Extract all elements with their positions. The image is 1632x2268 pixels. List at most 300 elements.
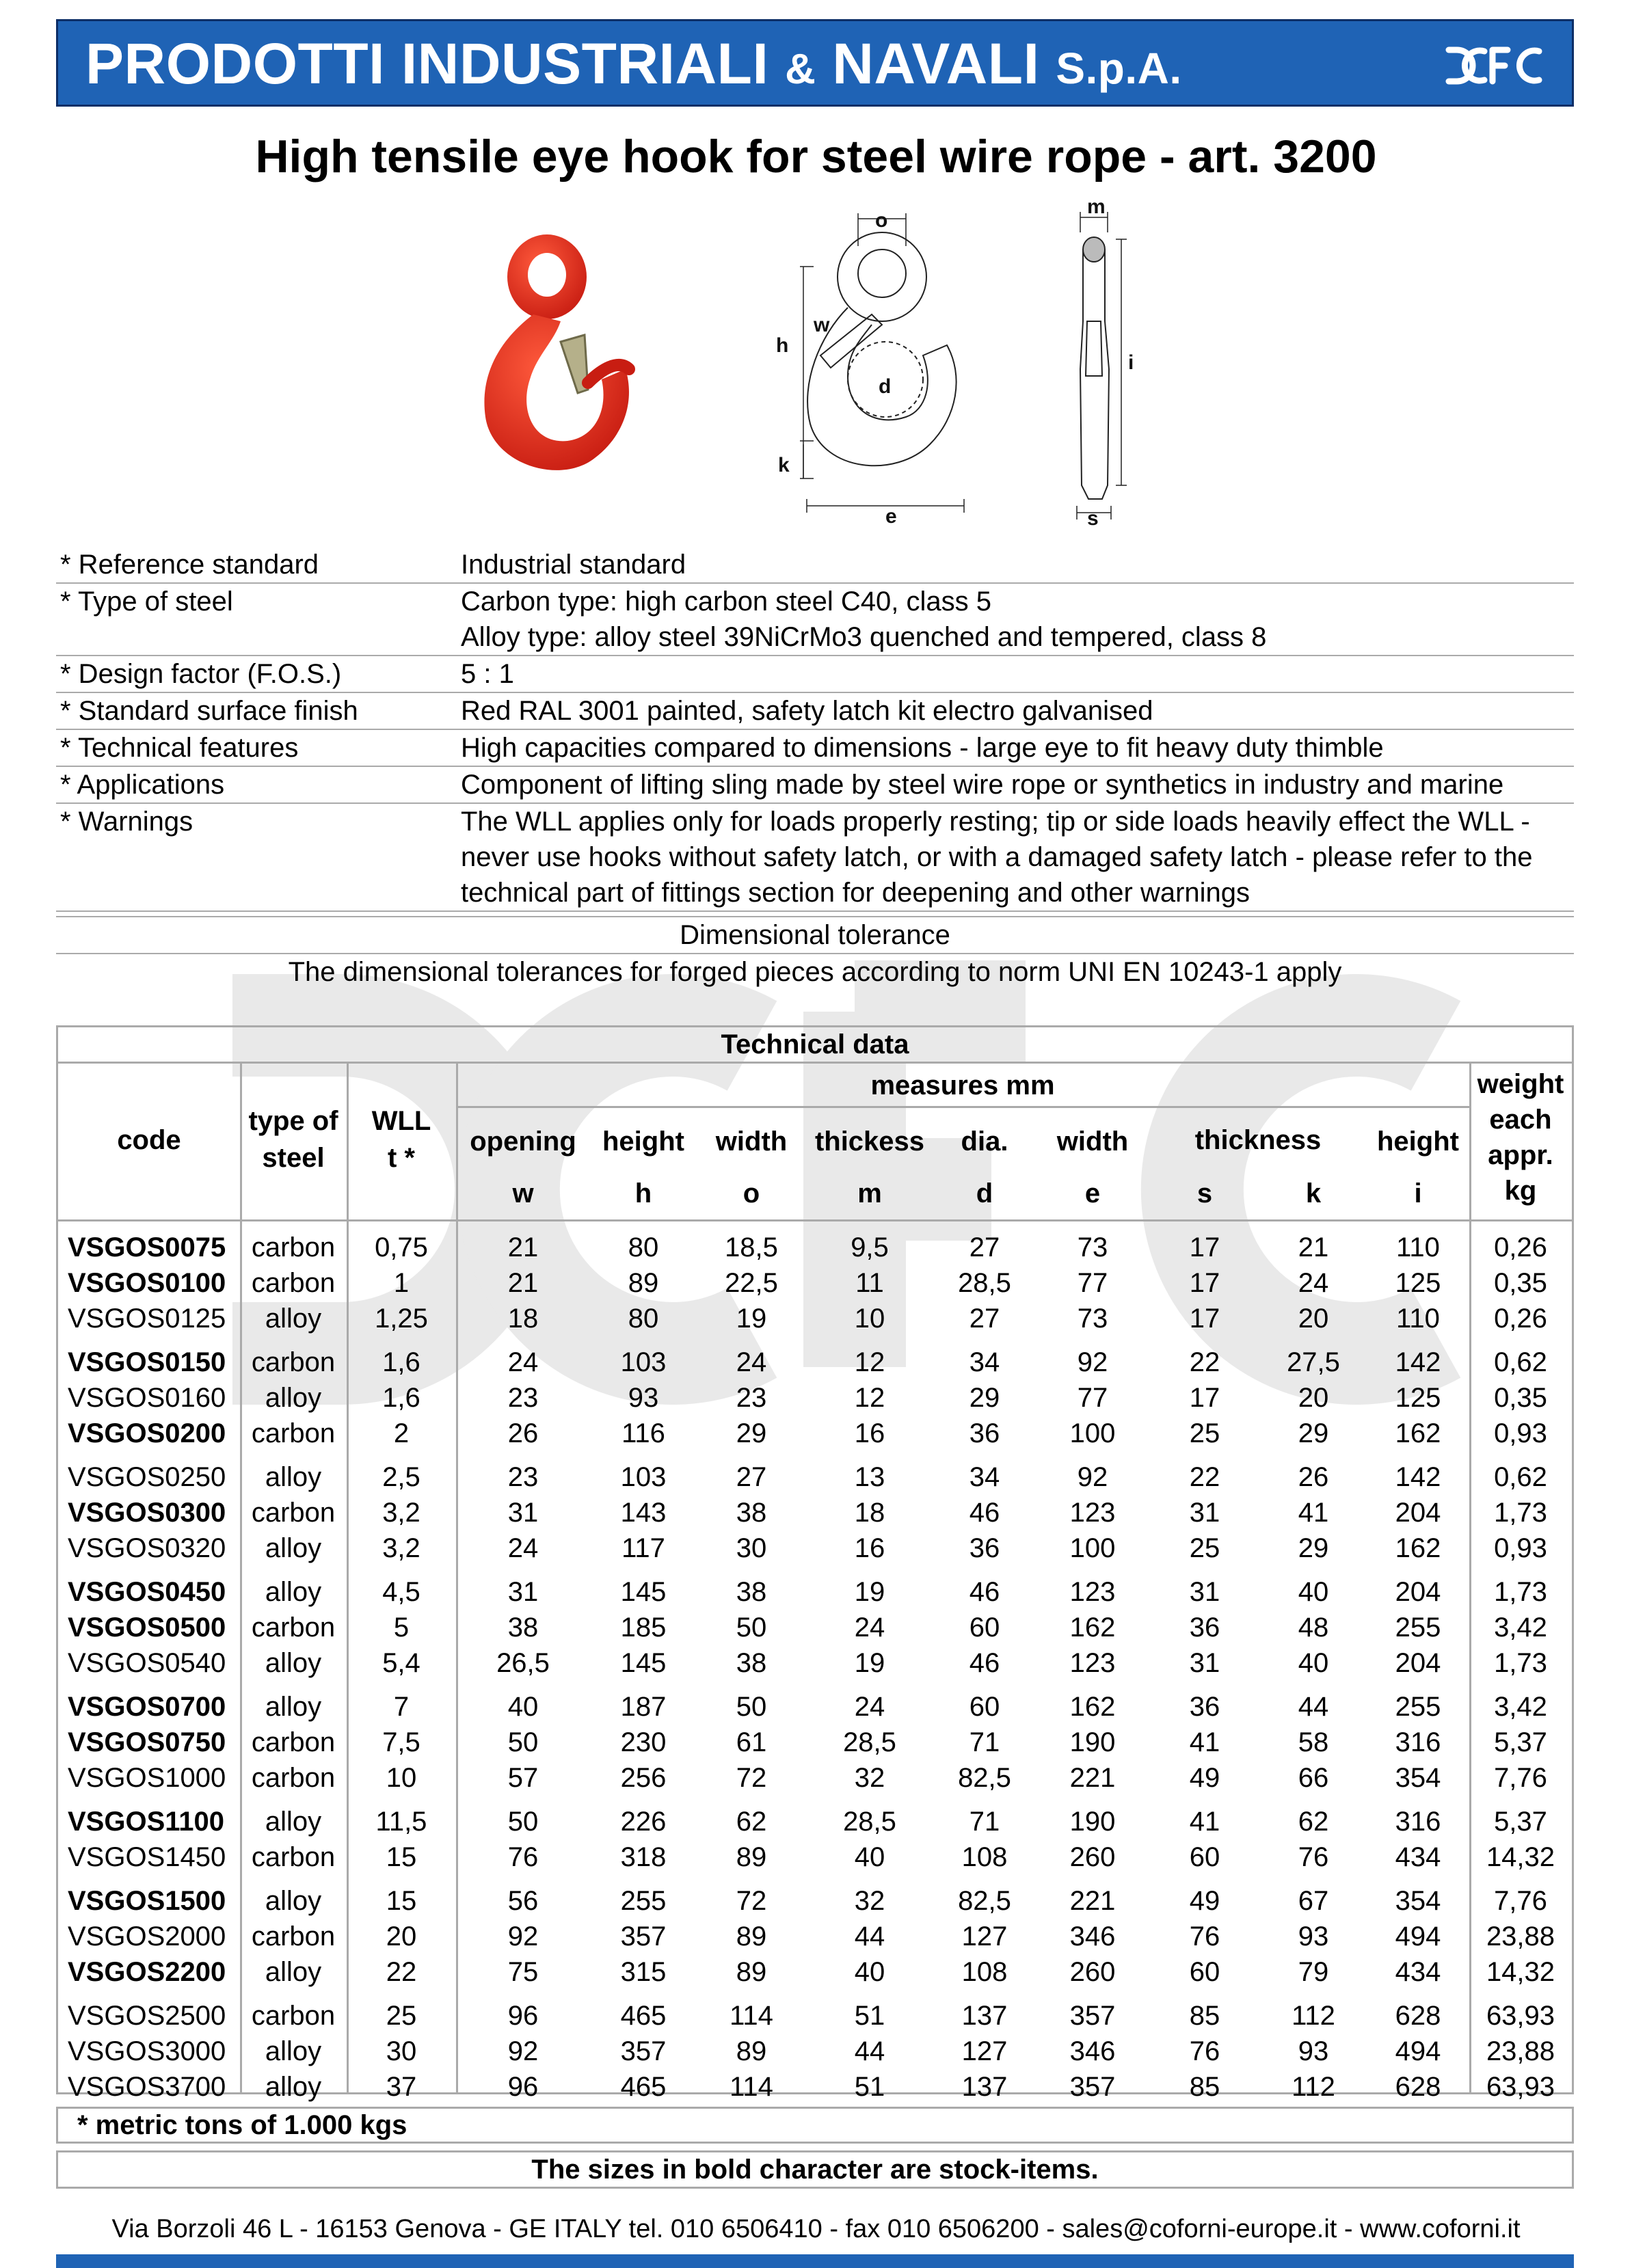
cell-kg: 1,73 — [1494, 1577, 1547, 1607]
cell-s: 85 — [1189, 2001, 1220, 2031]
cell-o: 38 — [736, 1648, 767, 1678]
cell-type: alloy — [265, 1304, 322, 1334]
cell-w: 40 — [507, 1692, 539, 1722]
cell-code: VSGOS3000 — [68, 2036, 226, 2066]
cell-i: 125 — [1395, 1268, 1441, 1298]
cell-m: 51 — [854, 2072, 885, 2102]
cell-wll: 25 — [386, 2001, 417, 2031]
cell-o: 30 — [736, 1533, 767, 1563]
header-height2: height — [1377, 1126, 1459, 1157]
cell-s: 22 — [1189, 1462, 1220, 1492]
table-row — [58, 1495, 1572, 1530]
cell-d: 137 — [961, 2072, 1008, 2102]
spec-row — [56, 767, 1574, 804]
cell-w: 57 — [507, 1763, 539, 1793]
cell-e: 123 — [1069, 1498, 1116, 1528]
cell-type: alloy — [265, 1807, 322, 1837]
cell-i: 162 — [1395, 1418, 1441, 1448]
cell-code: VSGOS2000 — [68, 1921, 226, 1952]
cell-w: 24 — [507, 1347, 539, 1377]
cell-k: 62 — [1298, 1807, 1329, 1837]
cell-i: 255 — [1395, 1612, 1441, 1643]
cell-d: 34 — [969, 1347, 1000, 1377]
cell-kg: 14,32 — [1486, 1842, 1555, 1872]
cell-o: 72 — [736, 1886, 767, 1916]
cell-i: 494 — [1395, 2036, 1441, 2066]
cell-kg: 0,62 — [1494, 1462, 1547, 1492]
cell-wll: 2 — [393, 1418, 410, 1448]
label-h: h — [776, 334, 789, 357]
cell-m: 16 — [854, 1533, 885, 1563]
table-row — [58, 1416, 1572, 1451]
cell-s: 49 — [1189, 1886, 1220, 1916]
table-body — [58, 1221, 1572, 2102]
cell-o: 72 — [736, 1763, 767, 1793]
header-thickess-sym: m — [857, 1178, 882, 1209]
cell-k: 29 — [1298, 1418, 1329, 1448]
cell-i: 316 — [1395, 1727, 1441, 1757]
cell-k: 26 — [1298, 1462, 1329, 1492]
spec-value: Component of lifting sling made by steel wire rope or synthetics in industry and marine — [461, 770, 1504, 800]
company-name — [85, 31, 1182, 97]
cell-type: alloy — [265, 1533, 322, 1563]
header-wll-2: t * — [388, 1143, 415, 1173]
header-weight-3: appr. — [1488, 1140, 1553, 1170]
cell-d: 127 — [961, 2036, 1008, 2066]
cell-s: 60 — [1189, 1842, 1220, 1872]
cell-k: 29 — [1298, 1533, 1329, 1563]
cell-k: 58 — [1298, 1727, 1329, 1757]
cell-m: 40 — [854, 1957, 885, 1987]
label-s: s — [1087, 507, 1099, 526]
cell-i: 162 — [1395, 1533, 1441, 1563]
hook-front-drawing — [738, 205, 998, 526]
cell-wll: 5 — [393, 1612, 410, 1643]
cell-wll: 37 — [386, 2072, 417, 2102]
table-row — [58, 1345, 1572, 1380]
spec-label: * Design factor (F.O.S.) — [60, 659, 342, 689]
cell-m: 44 — [854, 1921, 885, 1952]
spec-label: * Applications — [60, 770, 225, 800]
cell-code: VSGOS0100 — [68, 1268, 226, 1298]
cell-m: 19 — [854, 1577, 885, 1607]
cell-type: alloy — [265, 1462, 322, 1492]
cell-type: carbon — [251, 1727, 336, 1757]
cell-wll: 20 — [386, 1921, 417, 1952]
label-w: w — [814, 314, 830, 336]
cell-wll: 1 — [393, 1268, 410, 1298]
cell-code: VSGOS0450 — [68, 1577, 226, 1607]
cell-type: alloy — [265, 1383, 322, 1413]
footnote-stock: The sizes in bold character are stock-items. — [56, 2150, 1574, 2189]
cell-d: 71 — [969, 1727, 1000, 1757]
cell-i: 434 — [1395, 1842, 1441, 1872]
cell-h: 226 — [620, 1807, 667, 1837]
cell-w: 18 — [507, 1304, 539, 1334]
cell-k: 66 — [1298, 1763, 1329, 1793]
cell-e: 100 — [1069, 1533, 1116, 1563]
cell-m: 13 — [854, 1462, 885, 1492]
cell-code: VSGOS2200 — [68, 1957, 226, 1987]
cell-i: 204 — [1395, 1648, 1441, 1678]
cell-d: 34 — [969, 1462, 1000, 1492]
table-row — [58, 1265, 1572, 1301]
cell-h: 255 — [620, 1886, 667, 1916]
table-header — [58, 1064, 1572, 1221]
cell-d: 46 — [969, 1648, 1000, 1678]
cell-i: 204 — [1395, 1577, 1441, 1607]
cell-m: 12 — [854, 1347, 885, 1377]
cell-wll: 3,2 — [382, 1498, 420, 1528]
spec-value: Industrial standard — [461, 550, 686, 580]
cell-o: 62 — [736, 1807, 767, 1837]
cell-m: 28,5 — [843, 1807, 896, 1837]
spec-label: * Reference standard — [60, 550, 319, 580]
table-row — [58, 1301, 1572, 1336]
cell-d: 60 — [969, 1692, 1000, 1722]
cell-type: carbon — [251, 1842, 336, 1872]
table-row — [58, 1883, 1572, 1919]
cell-h: 187 — [620, 1692, 667, 1722]
spec-label: * Type of steel — [60, 586, 233, 617]
label-k: k — [778, 454, 790, 476]
cell-e: 92 — [1077, 1462, 1108, 1492]
cell-o: 38 — [736, 1577, 767, 1607]
header-weight-1: weight — [1477, 1069, 1564, 1099]
hook-side-drawing — [1053, 198, 1176, 526]
spec-row — [56, 875, 1574, 912]
cell-kg: 0,35 — [1494, 1383, 1547, 1413]
cell-s: 41 — [1189, 1807, 1220, 1837]
cell-i: 125 — [1395, 1383, 1441, 1413]
coforni-logo-icon — [1443, 42, 1546, 90]
cell-wll: 15 — [386, 1886, 417, 1916]
cell-d: 36 — [969, 1533, 1000, 1563]
header-width2-sym: e — [1084, 1178, 1101, 1209]
cell-i: 494 — [1395, 1921, 1441, 1952]
cell-m: 10 — [854, 1304, 885, 1334]
cell-kg: 23,88 — [1486, 1921, 1555, 1952]
header-type-2: steel — [262, 1143, 325, 1173]
cell-d: 60 — [969, 1612, 1000, 1643]
spec-row — [56, 839, 1574, 875]
cell-e: 73 — [1077, 1232, 1108, 1263]
cell-code: VSGOS3700 — [68, 2072, 226, 2102]
cell-o: 38 — [736, 1498, 767, 1528]
cell-type: alloy — [265, 1692, 322, 1722]
cell-code: VSGOS1450 — [68, 1842, 226, 1872]
cell-w: 96 — [507, 2072, 539, 2102]
cell-s: 41 — [1189, 1727, 1220, 1757]
spec-value: The WLL applies only for loads properly resting; tip or side loads heavily effect the WLL - — [461, 807, 1530, 837]
cell-w: 26 — [507, 1418, 539, 1448]
spec-row — [56, 547, 1574, 584]
cell-m: 32 — [854, 1763, 885, 1793]
cell-e: 221 — [1069, 1886, 1116, 1916]
table-row — [58, 1725, 1572, 1760]
cell-s: 25 — [1189, 1533, 1220, 1563]
spec-row — [56, 693, 1574, 730]
cell-o: 24 — [736, 1347, 767, 1377]
cell-k: 79 — [1298, 1957, 1329, 1987]
cell-o: 89 — [736, 1957, 767, 1987]
cell-e: 190 — [1069, 1807, 1116, 1837]
cell-code: VSGOS1000 — [68, 1763, 226, 1793]
cell-d: 36 — [969, 1418, 1000, 1448]
cell-w: 26,5 — [496, 1648, 550, 1678]
cell-h: 185 — [620, 1612, 667, 1643]
cell-wll: 1,25 — [375, 1304, 428, 1334]
cell-type: alloy — [265, 1957, 322, 1987]
table-row — [58, 2034, 1572, 2069]
cell-wll: 4,5 — [382, 1577, 420, 1607]
cell-m: 24 — [854, 1612, 885, 1643]
cell-w: 23 — [507, 1462, 539, 1492]
cell-s: 31 — [1189, 1577, 1220, 1607]
cell-h: 80 — [628, 1304, 659, 1334]
table-row — [58, 1919, 1572, 1954]
cell-w: 24 — [507, 1533, 539, 1563]
cell-kg: 3,42 — [1494, 1692, 1547, 1722]
cell-h: 103 — [620, 1462, 667, 1492]
cell-type: carbon — [251, 2001, 336, 2031]
cell-w: 96 — [507, 2001, 539, 2031]
cell-kg: 3,42 — [1494, 1612, 1547, 1643]
cell-o: 89 — [736, 1921, 767, 1952]
header-thickess: thickess — [814, 1126, 925, 1157]
cell-o: 18,5 — [725, 1232, 778, 1263]
cell-e: 346 — [1069, 2036, 1116, 2066]
cell-code: VSGOS0750 — [68, 1727, 226, 1757]
cell-m: 51 — [854, 2001, 885, 2031]
cell-s: 36 — [1189, 1612, 1220, 1643]
spec-value: Carbon type: high carbon steel C40, class 5 — [461, 586, 991, 617]
cell-kg: 0,93 — [1494, 1418, 1547, 1448]
cell-h: 80 — [628, 1232, 659, 1263]
table-row — [58, 1998, 1572, 2034]
cell-d: 127 — [961, 1921, 1008, 1952]
cell-i: 354 — [1395, 1886, 1441, 1916]
cell-type: carbon — [251, 1498, 336, 1528]
header-opening-sym: w — [512, 1178, 534, 1209]
table-row — [58, 1839, 1572, 1875]
spec-value: never use hooks without safety latch, or with a damaged safety latch - please refer to the — [461, 842, 1533, 872]
cell-e: 221 — [1069, 1763, 1116, 1793]
table-row — [58, 1574, 1572, 1610]
spec-row — [56, 619, 1574, 656]
spec-value: 5 : 1 — [461, 659, 514, 689]
cell-d: 137 — [961, 2001, 1008, 2031]
cell-k: 67 — [1298, 1886, 1329, 1916]
cell-h: 357 — [620, 1921, 667, 1952]
cell-m: 24 — [854, 1692, 885, 1722]
cell-kg: 0,26 — [1494, 1232, 1547, 1263]
cell-kg: 7,76 — [1494, 1886, 1547, 1916]
company-amp: & — [785, 46, 816, 93]
cell-code: VSGOS0540 — [68, 1648, 226, 1678]
cell-code: VSGOS1500 — [68, 1886, 226, 1916]
spec-label — [56, 839, 461, 875]
cell-code: VSGOS0150 — [68, 1347, 226, 1377]
cell-type: carbon — [251, 1347, 336, 1377]
header-height: height — [602, 1126, 684, 1157]
cell-d: 46 — [969, 1498, 1000, 1528]
cell-w: 31 — [507, 1498, 539, 1528]
cell-o: 89 — [736, 2036, 767, 2066]
cell-s: 76 — [1189, 1921, 1220, 1952]
cell-d: 82,5 — [958, 1886, 1011, 1916]
cell-h: 145 — [620, 1577, 667, 1607]
cell-i: 628 — [1395, 2072, 1441, 2102]
cell-s: 49 — [1189, 1763, 1220, 1793]
cell-m: 32 — [854, 1886, 885, 1916]
cell-h: 465 — [620, 2001, 667, 2031]
header-s-sym: s — [1196, 1178, 1213, 1209]
cell-k: 48 — [1298, 1612, 1329, 1643]
cell-kg: 0,35 — [1494, 1268, 1547, 1298]
cell-e: 123 — [1069, 1577, 1116, 1607]
spec-label: * Warnings — [60, 807, 193, 837]
cell-wll: 1,6 — [382, 1383, 420, 1413]
cell-type: carbon — [251, 1921, 336, 1952]
header-width: width — [715, 1126, 788, 1157]
company-header — [56, 19, 1574, 107]
cell-code: VSGOS0500 — [68, 1612, 226, 1643]
cell-w: 23 — [507, 1383, 539, 1413]
cell-wll: 11,5 — [375, 1807, 427, 1837]
cell-e: 162 — [1069, 1612, 1116, 1643]
cell-wll: 5,4 — [382, 1648, 420, 1678]
spec-row — [56, 584, 1574, 619]
label-d: d — [879, 375, 892, 398]
cell-code: VSGOS0125 — [68, 1304, 226, 1334]
cell-type: carbon — [251, 1268, 336, 1298]
header-weight-4: kg — [1504, 1176, 1537, 1206]
company-spa: S.p.A. — [1056, 44, 1182, 93]
header-opening: opening — [470, 1126, 576, 1157]
cell-w: 75 — [507, 1957, 539, 1987]
cell-m: 16 — [854, 1418, 885, 1448]
cell-kg: 0,93 — [1494, 1533, 1547, 1563]
table-row — [58, 1760, 1572, 1796]
cell-kg: 23,88 — [1486, 2036, 1555, 2066]
cell-s: 17 — [1189, 1232, 1220, 1263]
spec-label: * Standard surface finish — [60, 696, 358, 726]
cell-code: VSGOS2500 — [68, 2001, 226, 2031]
cell-k: 20 — [1298, 1304, 1329, 1334]
cell-i: 316 — [1395, 1807, 1441, 1837]
cell-w: 38 — [507, 1612, 539, 1643]
cell-d: 27 — [969, 1304, 1000, 1334]
header-width2: width — [1056, 1126, 1129, 1157]
company-address: Via Borzoli 46 L - 16153 Genova - GE ITALY tel. 010 6506410 - fax 010 6506200 - sales@coforni-europe.it - www.coforni.it — [111, 2215, 1521, 2243]
cell-h: 230 — [620, 1727, 667, 1757]
spec-value: High capacities compared to dimensions - large eye to fit heavy duty thimble — [461, 733, 1384, 763]
cell-s: 31 — [1189, 1648, 1220, 1678]
cell-code: VSGOS0075 — [68, 1232, 226, 1263]
cell-d: 108 — [961, 1957, 1008, 1987]
cell-e: 260 — [1069, 1842, 1116, 1872]
cell-i: 142 — [1395, 1462, 1441, 1492]
cell-s: 25 — [1189, 1418, 1220, 1448]
header-weight-2: each — [1489, 1105, 1552, 1135]
cell-h: 103 — [620, 1347, 667, 1377]
tolerance-section — [56, 916, 1574, 990]
label-o: o — [875, 209, 888, 232]
cell-type: alloy — [265, 1648, 322, 1678]
cell-i: 204 — [1395, 1498, 1441, 1528]
cell-m: 12 — [854, 1383, 885, 1413]
company-main: PRODOTTI INDUSTRIALI — [85, 31, 769, 96]
header-width-sym: o — [743, 1178, 760, 1209]
spec-label — [56, 619, 461, 655]
cell-code: VSGOS0160 — [68, 1383, 226, 1413]
cell-wll: 2,5 — [382, 1462, 420, 1492]
cell-d: 108 — [961, 1842, 1008, 1872]
cell-wll: 30 — [386, 2036, 417, 2066]
table-row — [58, 1954, 1572, 1990]
cell-i: 110 — [1396, 1304, 1440, 1334]
cell-kg: 1,73 — [1494, 1498, 1547, 1528]
tolerance-title: Dimensional tolerance — [56, 916, 1574, 954]
header-height-sym: h — [634, 1178, 652, 1209]
cell-w: 21 — [507, 1232, 539, 1263]
cell-wll: 0,75 — [375, 1232, 428, 1263]
table-row — [58, 1689, 1572, 1725]
cell-e: 73 — [1077, 1304, 1108, 1334]
cell-code: VSGOS0300 — [68, 1498, 226, 1528]
cell-k: 112 — [1292, 2072, 1335, 2102]
cell-i: 255 — [1395, 1692, 1441, 1722]
cell-w: 56 — [507, 1886, 539, 1916]
table-row — [58, 1380, 1572, 1416]
cell-type: alloy — [265, 2036, 322, 2066]
spec-value: Alloy type: alloy steel 39NiCrMo3 quenched and tempered, class 8 — [461, 622, 1267, 652]
cell-type: alloy — [265, 2072, 322, 2102]
cell-kg: 63,93 — [1486, 2001, 1555, 2031]
cell-w: 76 — [507, 1842, 539, 1872]
spec-row — [56, 730, 1574, 767]
cell-code: VSGOS0250 — [68, 1462, 226, 1492]
cell-h: 465 — [620, 2072, 667, 2102]
cell-m: 40 — [854, 1842, 885, 1872]
label-m: m — [1087, 198, 1106, 218]
cell-s: 36 — [1189, 1692, 1220, 1722]
cell-i: 110 — [1396, 1232, 1440, 1263]
footnote-metric: * metric tons of 1.000 kgs — [56, 2107, 1574, 2144]
cell-i: 628 — [1395, 2001, 1441, 2031]
cell-e: 77 — [1077, 1383, 1108, 1413]
cell-code: VSGOS1100 — [68, 1807, 225, 1837]
cell-s: 85 — [1189, 2072, 1220, 2102]
table-title: Technical data — [58, 1027, 1572, 1064]
cell-s: 22 — [1189, 1347, 1220, 1377]
cell-o: 23 — [736, 1383, 767, 1413]
cell-kg: 14,32 — [1486, 1957, 1555, 1987]
cell-w: 92 — [507, 1921, 539, 1952]
cell-wll: 7,5 — [382, 1727, 420, 1757]
cell-wll: 1,6 — [382, 1347, 420, 1377]
cell-e: 100 — [1069, 1418, 1116, 1448]
cell-kg: 0,62 — [1494, 1347, 1547, 1377]
cell-kg: 1,73 — [1494, 1648, 1547, 1678]
cell-h: 89 — [628, 1268, 659, 1298]
header-height2-sym: i — [1414, 1178, 1422, 1209]
cell-code: VSGOS0700 — [68, 1692, 226, 1722]
cell-wll: 22 — [386, 1957, 417, 1987]
cell-wll: 10 — [386, 1763, 417, 1793]
cell-o: 29 — [736, 1418, 767, 1448]
